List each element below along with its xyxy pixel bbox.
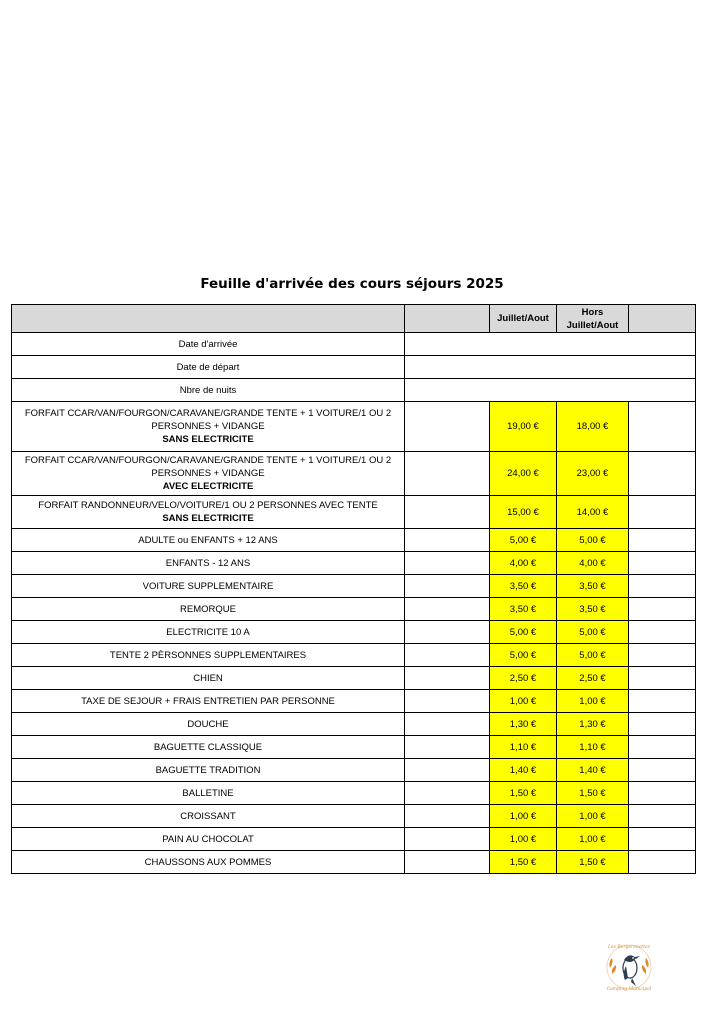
row-extra-cell [629, 452, 696, 496]
price-juillet-aout: 1,30 € [490, 713, 557, 736]
table-row [12, 690, 696, 713]
row-extra-cell [629, 759, 696, 782]
row-label-text: PAIN AU CHOCOLAT [162, 833, 254, 845]
row-label-text: CHIEN [193, 672, 223, 684]
row-blank-cell [405, 805, 490, 828]
logo-top-text: Les Bergeronettes [607, 945, 651, 950]
row-label [12, 452, 405, 496]
row-label [12, 529, 405, 552]
price-hors-juillet-aout: 5,00 € [557, 644, 629, 667]
price-hors-juillet-aout: 4,00 € [557, 552, 629, 575]
row-label [12, 667, 405, 690]
row-extra-cell [629, 805, 696, 828]
row-blank-cell [405, 575, 490, 598]
row-blank-cell [405, 667, 490, 690]
bird-logo-icon [600, 938, 658, 996]
price-juillet-aout: 1,50 € [490, 851, 557, 874]
row-extra-cell [629, 621, 696, 644]
info-label: Date d'arrivée [12, 333, 405, 356]
row-blank-cell [405, 713, 490, 736]
row-label-text: CROISSANT [180, 810, 236, 822]
row-extra-cell [629, 529, 696, 552]
row-extra-cell [629, 598, 696, 621]
price-hors-juillet-aout: 14,00 € [557, 496, 629, 529]
header-label-cell [12, 305, 405, 333]
row-extra-cell [629, 667, 696, 690]
row-label [12, 552, 405, 575]
row-label-subtitle: SANS ELECTRICITE [162, 513, 254, 524]
table-row [12, 828, 696, 851]
table-row [12, 621, 696, 644]
row-label [12, 805, 405, 828]
header-juillet-aout: Juillet/Aout [490, 305, 557, 333]
row-label [12, 759, 405, 782]
header-blank-cell [405, 305, 490, 333]
row-label [12, 851, 405, 874]
row-label-text: REMORQUE [180, 603, 236, 615]
row-label-text: FORFAIT CCAR/VAN/FOURGON/CARAVANE/GRANDE TENTE + 1 VOITURE/1 OU 2 PERSONNES + VIDANGE [24, 455, 392, 479]
row-label [12, 575, 405, 598]
info-label: Nbre de nuits [12, 379, 405, 402]
row-label [12, 828, 405, 851]
row-blank-cell [405, 828, 490, 851]
row-label [12, 598, 405, 621]
row-label-subtitle: AVEC ELECTRICITE [162, 481, 254, 492]
row-label-text: FORFAIT CCAR/VAN/FOURGON/CARAVANE/GRANDE TENTE + 1 VOITURE/1 OU 2 PERSONNES + VIDANGE [24, 408, 392, 432]
row-blank-cell [405, 759, 490, 782]
price-hors-juillet-aout: 2,50 € [557, 667, 629, 690]
row-label [12, 713, 405, 736]
price-juillet-aout: 1,50 € [490, 782, 557, 805]
row-extra-cell [629, 644, 696, 667]
header-row [12, 305, 696, 333]
logo-bottom-text: Camping Municipal [606, 987, 652, 992]
row-label [12, 496, 405, 529]
row-label [12, 736, 405, 759]
price-hors-juillet-aout: 3,50 € [557, 575, 629, 598]
table-row [12, 552, 696, 575]
table-row [12, 452, 696, 496]
row-blank-cell [405, 496, 490, 529]
row-label-subtitle: SANS ELECTRICITE [162, 434, 254, 445]
table-row [12, 851, 696, 874]
price-juillet-aout: 3,50 € [490, 598, 557, 621]
price-juillet-aout: 4,00 € [490, 552, 557, 575]
row-label [12, 402, 405, 452]
price-juillet-aout: 3,50 € [490, 575, 557, 598]
price-juillet-aout: 19,00 € [490, 402, 557, 452]
price-juillet-aout: 15,00 € [490, 496, 557, 529]
price-juillet-aout: 5,00 € [490, 644, 557, 667]
price-hors-juillet-aout: 5,00 € [557, 529, 629, 552]
row-extra-cell [629, 690, 696, 713]
price-juillet-aout: 5,00 € [490, 529, 557, 552]
row-label-text: TAXE DE SEJOUR + FRAIS ENTRETIEN PAR PERSONNE [81, 695, 335, 707]
row-label-text: ENFANTS - 12 ANS [165, 557, 251, 569]
info-label: Date de départ [12, 356, 405, 379]
price-juillet-aout: 5,00 € [490, 621, 557, 644]
price-hors-juillet-aout: 18,00 € [557, 402, 629, 452]
row-blank-cell [405, 552, 490, 575]
info-value-field[interactable] [405, 333, 696, 356]
row-label [12, 782, 405, 805]
row-label [12, 690, 405, 713]
row-blank-cell [405, 736, 490, 759]
row-blank-cell [405, 621, 490, 644]
price-hors-juillet-aout: 1,00 € [557, 828, 629, 851]
table-row [12, 402, 696, 452]
price-hors-juillet-aout: 1,30 € [557, 713, 629, 736]
row-blank-cell [405, 598, 490, 621]
row-extra-cell [629, 552, 696, 575]
row-blank-cell [405, 644, 490, 667]
price-juillet-aout: 1,40 € [490, 759, 557, 782]
row-extra-cell [629, 402, 696, 452]
header-extra-cell [629, 305, 696, 333]
row-label-text: VOITURE SUPPLEMENTAIRE [142, 580, 274, 592]
row-label [12, 644, 405, 667]
row-label-text: DOUCHE [187, 718, 229, 730]
row-blank-cell [405, 529, 490, 552]
info-row [12, 379, 696, 402]
info-row [12, 333, 696, 356]
row-label-text: FORFAIT RANDONNEUR/VELO/VOITURE/1 OU 2 PERSONNES AVEC TENTE [38, 500, 378, 511]
table-row [12, 782, 696, 805]
row-extra-cell [629, 713, 696, 736]
row-label-text: CHAUSSONS AUX POMMES [144, 856, 272, 868]
row-label-text: BAGUETTE CLASSIQUE [153, 741, 263, 753]
table-row [12, 736, 696, 759]
table-row [12, 759, 696, 782]
table-row [12, 713, 696, 736]
row-extra-cell [629, 496, 696, 529]
row-label-text: ELECTRICITE 10 A [166, 626, 250, 638]
price-juillet-aout: 24,00 € [490, 452, 557, 496]
row-label-text: ADULTE ou ENFANTS + 12 ANS [138, 534, 278, 546]
table-row [12, 598, 696, 621]
price-hors-juillet-aout: 1,50 € [557, 782, 629, 805]
price-hors-juillet-aout: 1,40 € [557, 759, 629, 782]
table-row [12, 667, 696, 690]
row-blank-cell [405, 851, 490, 874]
table-row [12, 496, 696, 529]
price-juillet-aout: 1,00 € [490, 828, 557, 851]
table-row [12, 575, 696, 598]
price-hors-juillet-aout: 3,50 € [557, 598, 629, 621]
row-blank-cell [405, 452, 490, 496]
price-hors-juillet-aout: 1,00 € [557, 690, 629, 713]
price-hors-juillet-aout: 1,50 € [557, 851, 629, 874]
row-label-text: BALLETINE [182, 787, 234, 799]
row-blank-cell [405, 690, 490, 713]
row-extra-cell [629, 575, 696, 598]
row-extra-cell [629, 736, 696, 759]
price-hors-juillet-aout: 1,00 € [557, 805, 629, 828]
price-juillet-aout: 2,50 € [490, 667, 557, 690]
page-title: Feuille d'arrivée des cours séjours 2025 [200, 276, 504, 292]
tariff-table [11, 304, 696, 874]
price-hors-juillet-aout: 23,00 € [557, 452, 629, 496]
price-juillet-aout: 1,00 € [490, 805, 557, 828]
info-value-field[interactable] [405, 356, 696, 379]
row-extra-cell [629, 828, 696, 851]
row-label-text: TENTE 2 PÈRSONNES SUPPLEMENTAIRES [109, 649, 307, 661]
price-juillet-aout: 1,00 € [490, 690, 557, 713]
info-value-field[interactable] [405, 379, 696, 402]
table-row [12, 805, 696, 828]
price-hors-juillet-aout: 1,10 € [557, 736, 629, 759]
header-hors-juillet-aout: Hors Juillet/Aout [557, 305, 629, 333]
row-label-text: BAGUETTE TRADITION [155, 764, 261, 776]
row-blank-cell [405, 782, 490, 805]
table-row [12, 644, 696, 667]
price-hors-juillet-aout: 5,00 € [557, 621, 629, 644]
table-row [12, 529, 696, 552]
row-extra-cell [629, 851, 696, 874]
row-blank-cell [405, 402, 490, 452]
info-row [12, 356, 696, 379]
row-label [12, 621, 405, 644]
row-extra-cell [629, 782, 696, 805]
price-juillet-aout: 1,10 € [490, 736, 557, 759]
